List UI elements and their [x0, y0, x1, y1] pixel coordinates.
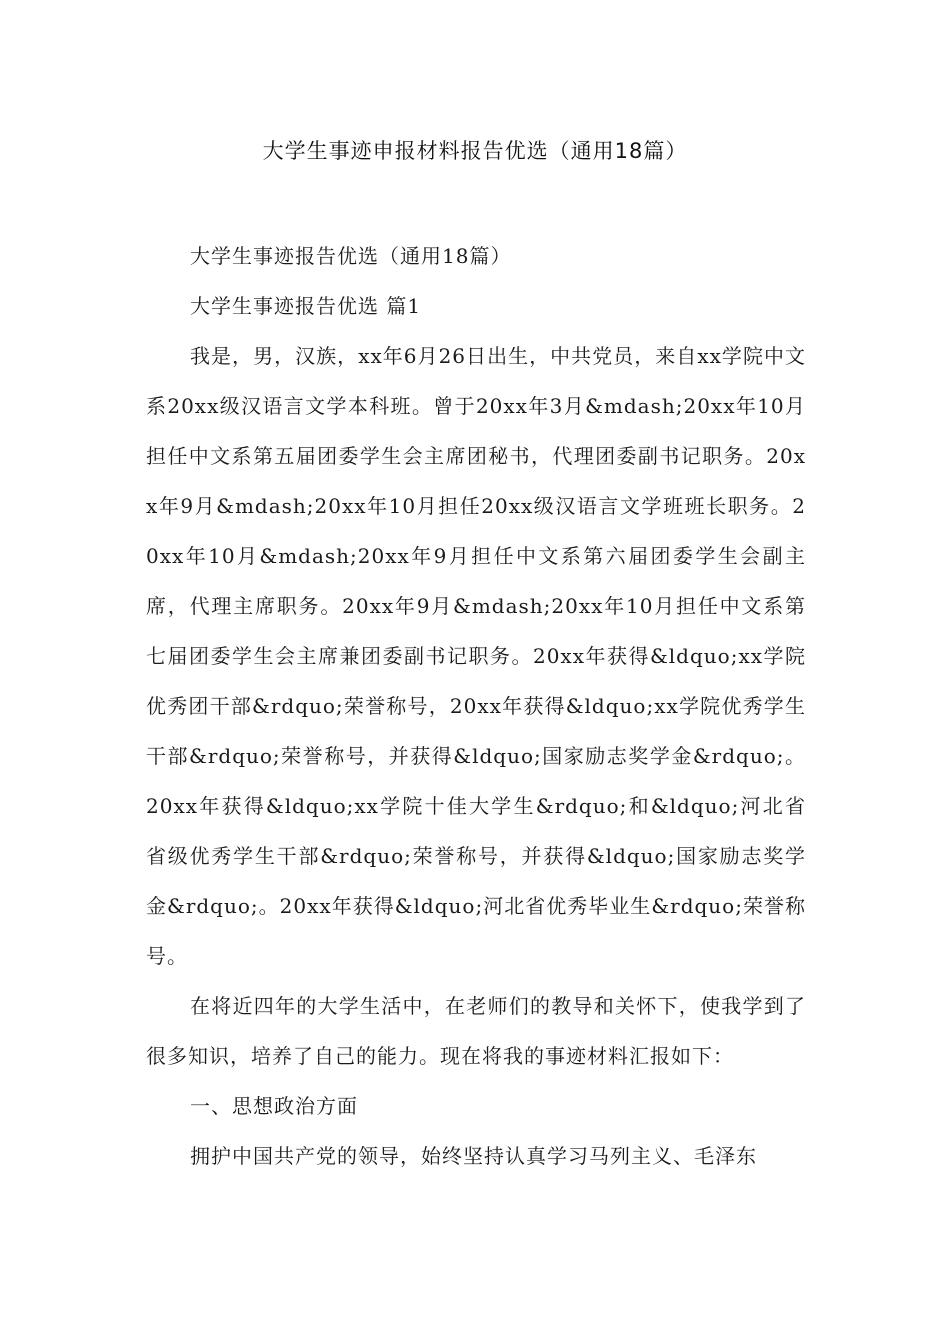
section-heading-politics: 一、思想政治方面: [190, 1094, 358, 1118]
section-heading-1: 大学生事迹报告优选 篇1: [190, 294, 422, 318]
document-title: 大学生事迹申报材料报告优选（通用18篇）: [262, 139, 688, 163]
intro-paragraph: 我是，男，汉族，xx年6月26日出生，中共党员，来自xx学院中文系20xx级汉语言文学本科班。曾于20xx年3月&mdash;20xx年10月担任中文系第五届团委学生会主席团秘书，代理团委副书记职务。20xx年9月&mdash;20xx年10月担任20xx级汉语言文学班班长职务。20xx年10月&mdash;20xx年9月担任中文系第六届团委学生会副主席，代理主席职务。20xx年9月&mdash;20xx年10月担任中文系第七届团委学生会主席兼团委副书记职务。20xx年获得&ldquo;xx学院优秀团干部&rdquo;荣誉称号，20xx年获得&ldquo;xx学院优秀学生干部&rdquo;荣誉称号，并获得&ldquo;国家励志奖学金&rdquo;。20xx年获得&ldquo;xx学院十佳大学生&rdquo;和&ldquo;河北省省级优秀学生干部&rdquo;荣誉称号，并获得&ldquo;国家励志奖学金&rdquo;。20xx年获得&ldquo;河北省优秀毕业生&rdquo;荣誉称号。: [146, 344, 806, 968]
politics-paragraph: 拥护中国共产党的领导，始终坚持认真学习马列主义、毛泽东: [190, 1144, 757, 1168]
document-body: [146, 231, 806, 1181]
summary-paragraph: 在将近四年的大学生活中，在老师们的教导和关怀下，使我学到了很多知识，培养了自己的能力。现在将我的事迹材料汇报如下：: [146, 994, 806, 1068]
subtitle-paragraph: 大学生事迹报告优选（通用18篇）: [190, 244, 512, 268]
